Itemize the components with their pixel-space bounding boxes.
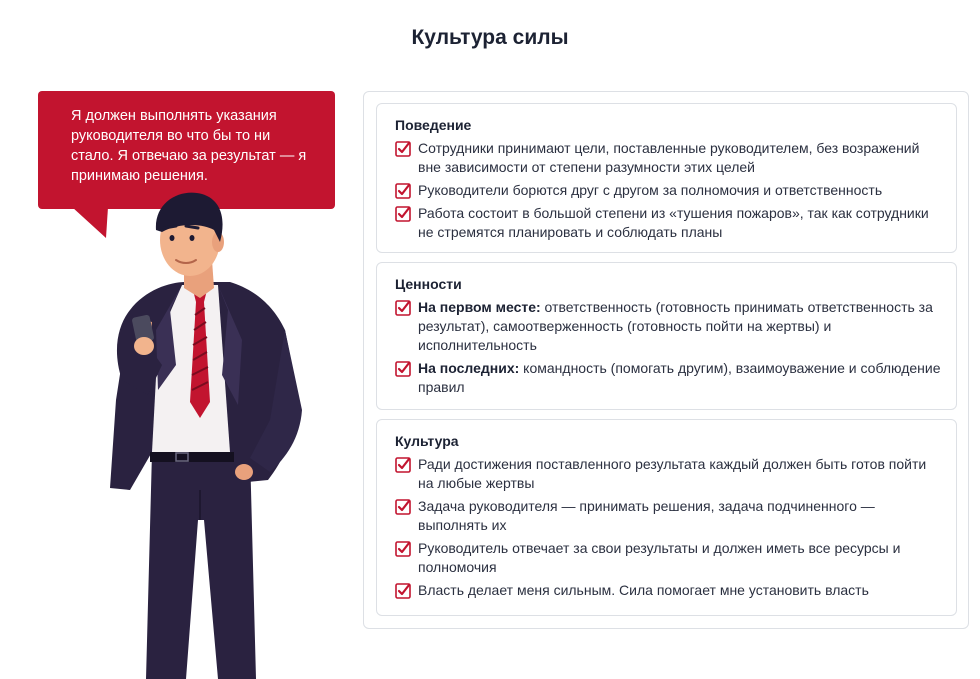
businessman-illustration bbox=[100, 190, 310, 679]
checkbox-checked-icon bbox=[395, 206, 411, 222]
list-item-text: Руководитель отвечает за свои результаты и должен иметь все ресурсы и полномочия bbox=[418, 540, 901, 575]
section-title: Ценности bbox=[395, 276, 462, 292]
list-item-text: Руководители борются друг с другом за полномочия и ответственность bbox=[418, 182, 883, 198]
section-title: Культура bbox=[395, 433, 459, 449]
checkbox-checked-icon bbox=[395, 141, 411, 157]
checkbox-checked-icon bbox=[395, 300, 411, 316]
speech-bubble-text: Я должен выполнять указания руководителя во что бы то ни стало. Я отвечаю за результат — я принимаю решения. bbox=[71, 108, 307, 184]
list-item bbox=[395, 204, 944, 242]
checkbox-checked-icon bbox=[395, 499, 411, 515]
list-item bbox=[395, 497, 944, 535]
list-item-text: Ради достижения поставленного результата каждый должен быть готов пойти на любые жертвы bbox=[418, 456, 927, 491]
checkbox-checked-icon bbox=[395, 457, 411, 473]
checkbox-checked-icon bbox=[395, 541, 411, 557]
list-item-text: Сотрудники принимают цели, поставленные руководителем, без возражений вне зависимости от степени разумности этих целей bbox=[418, 140, 920, 175]
list-item bbox=[395, 539, 944, 577]
list-item bbox=[395, 139, 944, 177]
section-behavior bbox=[376, 103, 957, 253]
list-item-text: На первом месте: ответственность (готовность принимать ответственность за результат), самоотверженность (готовность пойти на жертвы) и исполнительность bbox=[418, 299, 933, 353]
list-item bbox=[395, 359, 944, 397]
list-item-text: Задача руководителя — принимать решения, задача подчиненного — выполнять их bbox=[418, 498, 875, 533]
page-title: Культура силы bbox=[411, 26, 569, 49]
checkbox-checked-icon bbox=[395, 583, 411, 599]
list-item bbox=[395, 581, 944, 600]
list-item bbox=[395, 455, 944, 493]
section-title: Поведение bbox=[395, 117, 472, 133]
checkbox-checked-icon bbox=[395, 183, 411, 199]
section-culture bbox=[376, 419, 957, 616]
list-item-text: Власть делает меня сильным. Сила помогает мне установить власть bbox=[418, 582, 869, 598]
list-item-text: На последних: командность (помогать другим), взаимоуважение и соблюдение правил bbox=[418, 360, 941, 395]
list-item-text: Работа состоит в большой степени из «тушения пожаров», так как сотрудники не стремятся планировать и соблюдать планы bbox=[418, 205, 929, 240]
checkbox-checked-icon bbox=[395, 361, 411, 377]
list-item bbox=[395, 298, 944, 355]
list-item bbox=[395, 181, 944, 200]
section-values bbox=[376, 262, 957, 410]
